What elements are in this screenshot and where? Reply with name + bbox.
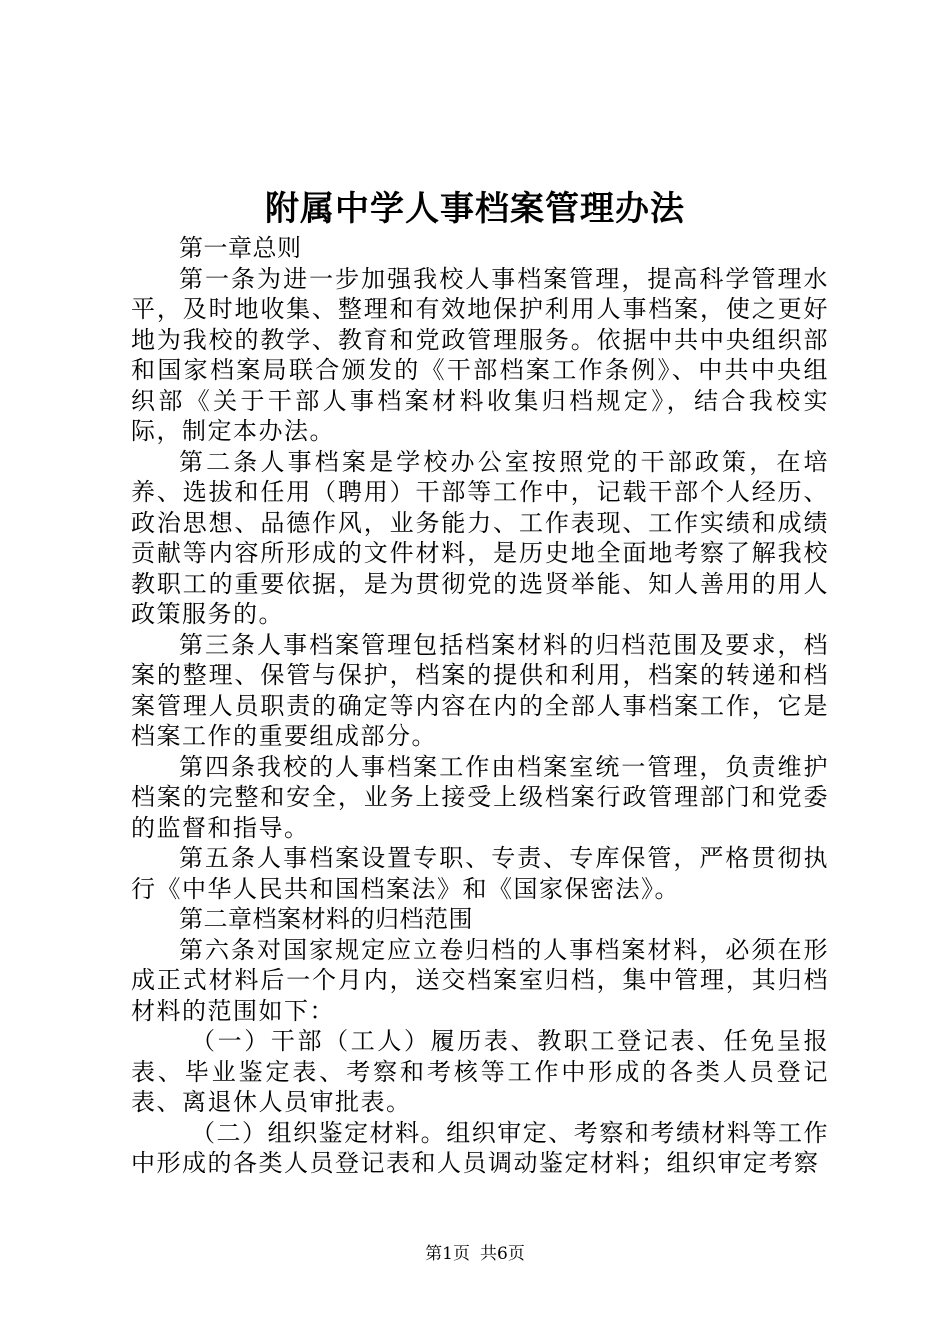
article-paragraph: 第五条人事档案设置专职、专责、专库保管，严格贯彻执行《中华人民共和国档案法》和《国家保密法》。 [131, 844, 829, 903]
page-total: 共6页 [480, 1244, 525, 1264]
chapter-heading: 第二章档案材料的归档范围 [179, 905, 473, 933]
chapter-heading: 第一章总则 [179, 234, 302, 262]
article-paragraph: 第二条人事档案是学校办公室按照党的干部政策，在培养、选拔和任用（聘用）干部等工作中，记载干部个人经历、政治思想、品德作风，业务能力、工作表现、工作实绩和成绩贡献等内容所形成的文件材料，是历史地全面地考察了解我校教职工的重要依据，是为贯彻党的选贤举能、知人善用的用人政策服务的。 [131, 447, 829, 628]
article-paragraph: 第四条我校的人事档案工作由档案室统一管理，负责维护档案的完整和安全，业务上接受上级档案行政管理部门和党委的监督和指导。 [131, 752, 829, 842]
article-paragraph: 第三条人事档案管理包括档案材料的归档范围及要求，档案的整理、保管与保护，档案的提供和利用，档案的转递和档案管理人员职责的确定等内容在内的全部人事档案工作，它是档案工作的重要组成部分。 [131, 630, 829, 750]
page-footer [0, 1242, 950, 1266]
document-body [131, 233, 829, 1179]
article-paragraph: 第一条为进一步加强我校人事档案管理，提高科学管理水平，及时地收集、整理和有效地保护利用人事档案，使之更好地为我校的教学、教育和党政管理服务。依据中共中央组织部和国家档案局联合颁发的《干部档案工作条例》、中共中央组织部《关于干部人事档案材料收集归档规定》，结合我校实际，制定本办法。 [131, 264, 829, 445]
page-number: 第1页 [425, 1244, 470, 1264]
list-item-paragraph: （一）干部（工人）履历表、教职工登记表、任免呈报表、毕业鉴定表、考察和考核等工作中形成的各类人员登记表、离退休人员审批表。 [131, 1027, 829, 1116]
document-title: 附属中学人事档案管理办法 [265, 189, 685, 229]
article-paragraph: 第六条对国家规定应立卷归档的人事档案材料，必须在形成正式材料后一个月内，送交档案室归档，集中管理，其归档材料的范围如下： [131, 935, 829, 1025]
list-item-paragraph: （二）组织鉴定材料。组织审定、考察和考绩材料等工作中形成的各类人员登记表和人员调动鉴定材料；组织审定考察 [131, 1118, 829, 1177]
